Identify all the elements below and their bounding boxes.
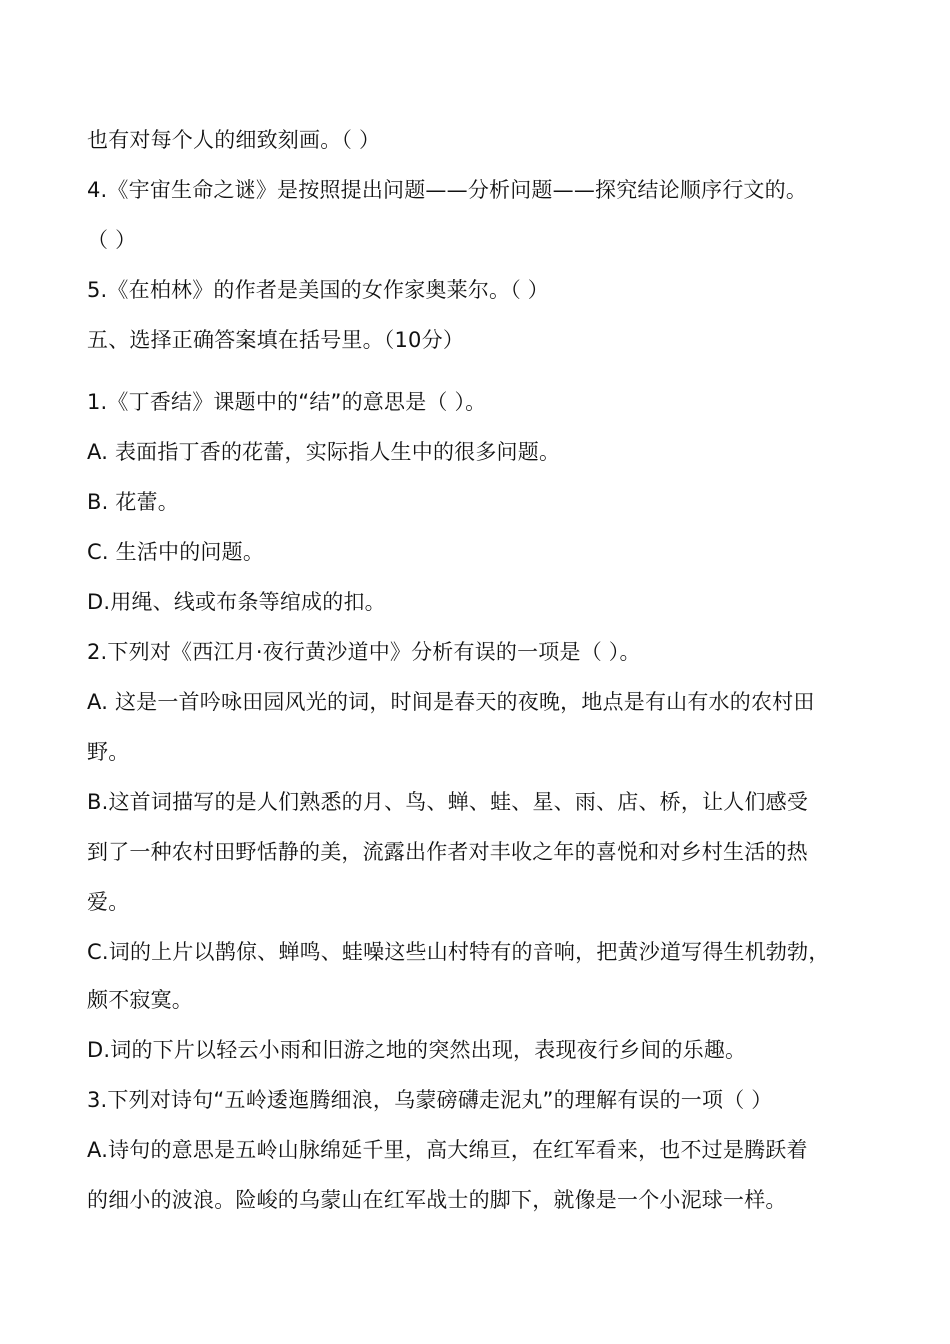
q1-option-a: A. 表面指丁香的花蕾，实际指人生中的很多问题。 bbox=[87, 440, 561, 464]
q2-option-b-line-2: 到了一种农村田野恬静的美，流露出作者对丰收之年的喜悦和对乡村生活的热 bbox=[87, 840, 808, 864]
question-4-brackets: （ ） bbox=[87, 228, 137, 252]
choice-question-1: 1.《丁香结》课题中的“结”的意思是（ ）。 bbox=[87, 390, 487, 414]
q3-option-a-line-2: 的细小的波浪。险峻的乌蒙山在红军战士的脚下，就像是一个小泥球一样。 bbox=[87, 1188, 787, 1212]
choice-question-3: 3.下列对诗句“五岭逶迤腾细浪，乌蒙磅礴走泥丸”的理解有误的一项（ ） bbox=[87, 1088, 773, 1112]
q2-option-c-line-1: C.词的上片以鹊倞、蝉鸣、蛙噪这些山村特有的音响，把黄沙道写得生机勃勃， bbox=[87, 940, 830, 964]
q2-option-a-line-2: 野。 bbox=[87, 740, 130, 764]
q1-option-b: B. 花蕾。 bbox=[87, 490, 179, 514]
question-5: 5.《在柏林》的作者是美国的女作家奥莱尔。（ ） bbox=[87, 278, 550, 302]
question-4: 4.《宇宙生命之谜》是按照提出问题——分析问题——探究结论顺序行文的。 bbox=[87, 178, 808, 202]
text-line-1: 也有对每个人的细致刻画。（ ） bbox=[87, 128, 381, 152]
section-5-heading: 五、选择正确答案填在括号里。（10分） bbox=[87, 328, 465, 352]
q2-option-a-line-1: A. 这是一首吟咏田园风光的词，时间是春天的夜晚，地点是有山有水的农村田 bbox=[87, 690, 815, 714]
q3-option-a-line-1: A.诗句的意思是五岭山脉绵延千里，高大绵亘，在红军看来，也不过是腾跃着 bbox=[87, 1138, 808, 1162]
q2-option-d: D.词的下片以轻云小雨和旧游之地的突然出现，表现夜行乡间的乐趣。 bbox=[87, 1038, 747, 1062]
choice-question-2: 2.下列对《西江月·夜行黄沙道中》分析有误的一项是（ ）。 bbox=[87, 640, 641, 664]
q2-option-b-line-3: 爱。 bbox=[87, 890, 130, 914]
q2-option-c-line-2: 颇不寂寞。 bbox=[87, 988, 193, 1012]
q2-option-b-line-1: B.这首词描写的是人们熟悉的月、鸟、蝉、蛙、星、雨、店、桥，让人们感受 bbox=[87, 790, 809, 814]
q1-option-c: C. 生活中的问题。 bbox=[87, 540, 265, 564]
q1-option-d: D.用绳、线或布条等绾成的扣。 bbox=[87, 590, 386, 614]
